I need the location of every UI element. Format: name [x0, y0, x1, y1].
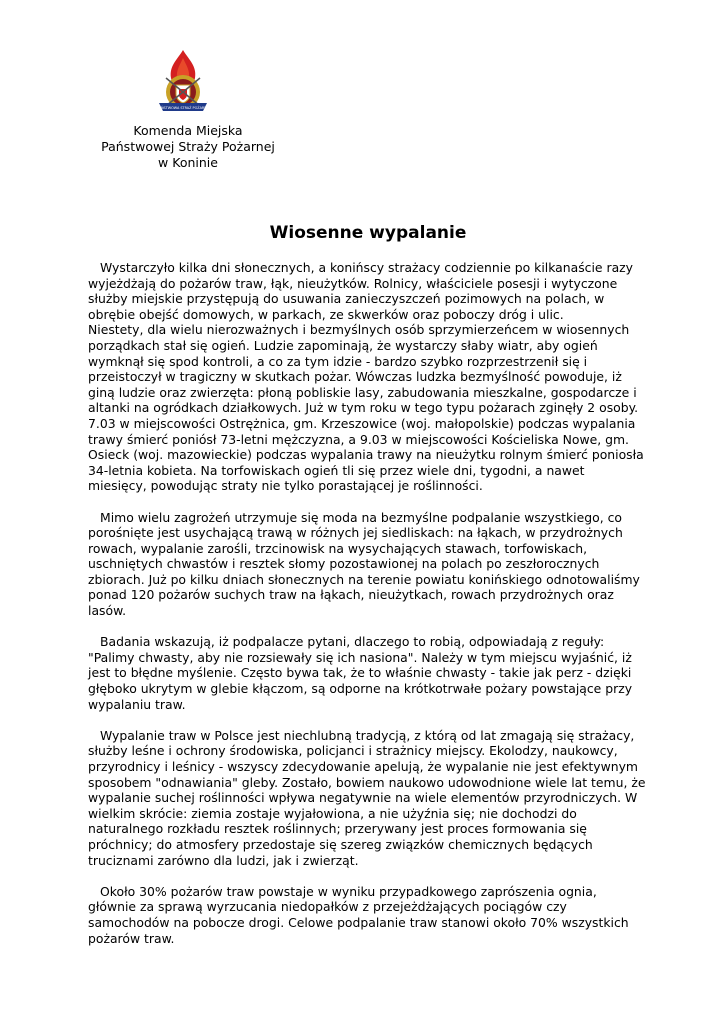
paragraph [88, 884, 640, 946]
paragraph-line: Około 30% pożarów traw powstaje w wyniku przypadkowego zaprószenia ognia, [100, 883, 597, 899]
paragraph-line: miesięcy, powodując straty nie tylko porastającej je roślinności. [88, 478, 483, 494]
paragraph [88, 727, 646, 868]
paragraph-line: truciznami zarówno dla ludzi, jak i zwierząt. [88, 852, 359, 868]
organization-header [88, 123, 288, 171]
paragraph-line: głęboko ukrytym w glebie kłączom, są odporne na krótkotrwałe pożary powstające przy [88, 681, 633, 697]
paragraph-line: wielkim skrócie: ziemia zostaje wyjałowiona, a nie użyźnia się; nie dochodzi do [88, 805, 577, 821]
fire-service-emblem-icon [155, 48, 211, 116]
paragraph-line: uschniętych chwastów i resztek słomy pozostawionej na polach po zeszłorocznych [88, 556, 600, 572]
paragraph-line: Mimo wielu zagrożeń utrzymuje się moda na bezmyślne podpalanie wszystkiego, co [100, 509, 622, 525]
paragraph-line: próchnicy; do atmosfery przedostaje się szereg związków chemicznych będących [88, 836, 593, 852]
paragraph-line: wyjeżdżają do pożarów traw, łąk, nieużytków. Rolnicy, właściciele posesji i wytyczone [88, 275, 618, 291]
paragraph-line: altanki na ogródkach działkowych. Już w tym roku w tego typu pożarach zginęły 2 osoby. [88, 400, 639, 416]
document-body [88, 260, 646, 962]
paragraph-line: pożarów traw. [88, 930, 175, 946]
paragraph-line: ponad 120 pożarów suchych traw na łąkach, nieużytkach, rowach przydrożnych oraz [88, 587, 614, 603]
paragraph-line: przeistoczył w tragiczny w skutkach pożar. Wówczas ludzka bezmyślność powoduje, iż [88, 369, 622, 385]
paragraph-line: wypalanie suchej roślinności wpływa negatywnie na wiele elementów przyrodniczych. W [88, 790, 638, 806]
paragraph-line: lasów. [88, 603, 127, 619]
paragraph-line: Osieck (woj. mazowieckie) podczas wypalania trawy na nieużytku rolnym śmierć poniosła [88, 447, 644, 463]
paragraph-line: jest to błędne myślenie. Często bywa tak, że to właśnie chwasty - takie jak perz - dzięki [88, 665, 632, 681]
paragraph-line: sposobem "odnawiania" gleby. Zostało, bowiem naukowo udowodnione wiele lat temu, że [88, 774, 646, 790]
paragraph [88, 510, 640, 619]
paragraph-line: porządkach stał się ogień. Ludzie zapominają, że wystarczy słaby wiatr, aby ogień [88, 337, 598, 353]
paragraph-line: naturalnego rozkładu resztek roślinnych; przerywany jest proces formowania się [88, 821, 587, 837]
paragraph-line: porośnięte jest usychającą trawą w różnych jej siedliskach: na łąkach, w przydrożnych [88, 525, 623, 541]
paragraph-line: Wypalanie traw w Polsce jest niechlubną tradycją, z którą od lat zmagają się strażacy, [100, 727, 635, 743]
paragraph-line: przyrodnicy i leśnicy - wszyscy zdecydowanie apelują, że wypalanie nie jest efektywnym [88, 759, 638, 774]
paragraph-line: trawy śmierć poniósł 73-letni mężczyzna, a 9.03 w miejscowości Kościeliska Nowe, gm. [88, 431, 629, 447]
paragraph-line: wymknął się spod kontroli, a co za tym idzie - bardzo szybko rozprzestrzenił się i [88, 353, 588, 369]
paragraph [88, 260, 644, 494]
paragraph-line: 7.03 w miejscowości Ostrężnica, gm. Krzeszowice (woj. małopolskie) podczas wypalania [88, 415, 636, 431]
paragraph-line: Niestety, dla wielu nierozważnych i bezmyślnych osób sprzymierzeńcem w wiosennych [88, 322, 630, 338]
paragraph-line: głównie za sprawą wyrzucania niedopałków z przejeżdżających pociągów czy [88, 899, 567, 915]
paragraph-line: 34-letnia kobieta. Na torfowiskach ogień tli się przez wiele dni, tygodni, a nawet [88, 462, 585, 478]
emblem-ribbon-text: PAŃSTWOWA STRAŻ POŻARNA [156, 106, 210, 110]
paragraph-line: zbiorach. Już po kilku dniach słonecznych na terenie powiatu konińskiego odnotowaliśmy [88, 571, 640, 587]
document-title: Wiosenne wypalanie [269, 223, 467, 243]
organization-line-2: Państwowej Straży Pożarnej [101, 139, 275, 154]
paragraph-line: rowach, wypalanie zarośli, trzcinowisk na wysychających stawach, torfowiskach, [88, 540, 588, 556]
paragraph-line: wypalaniu traw. [88, 696, 186, 712]
paragraph [88, 634, 640, 712]
paragraph-line: "Palimy chwasty, aby nie rozsiewały się ich nasiona". Należy w tym miejscu wyjaśnić, iż [88, 649, 632, 665]
paragraph-line: obrębie obejść domowych, w parkach, ze skwerków oraz poboczy dróg i ulic. [88, 306, 564, 322]
paragraph-line: giną ludzie oraz zwierzęta: płoną pobliskie lasy, zabudowania mieszkalne, gospodarcze i [88, 384, 637, 400]
organization-line-3: w Koninie [158, 155, 218, 170]
paragraph-line: Badania wskazują, iż podpalacze pytani, dlaczego to robią, odpowiadają z reguły: [100, 634, 605, 650]
paragraph-line: samochodów na pobocze drogi. Celowe podpalanie traw stanowi około 70% wszystkich [88, 914, 629, 930]
paragraph-line: Wystarczyło kilka dni słonecznych, a konińscy strażacy codziennie po kilkanaście razy [100, 260, 634, 275]
paragraph-line: służby miejskie przystępują do usuwania zanieczyszczeń pozimowych na polach, w [88, 291, 605, 307]
paragraph-line: służby leśne i ochrony środowiska, policjanci i strażnicy miejscy. Ekolodzy, naukowcy, [88, 743, 618, 759]
organization-line-1: Komenda Miejska [133, 123, 243, 138]
